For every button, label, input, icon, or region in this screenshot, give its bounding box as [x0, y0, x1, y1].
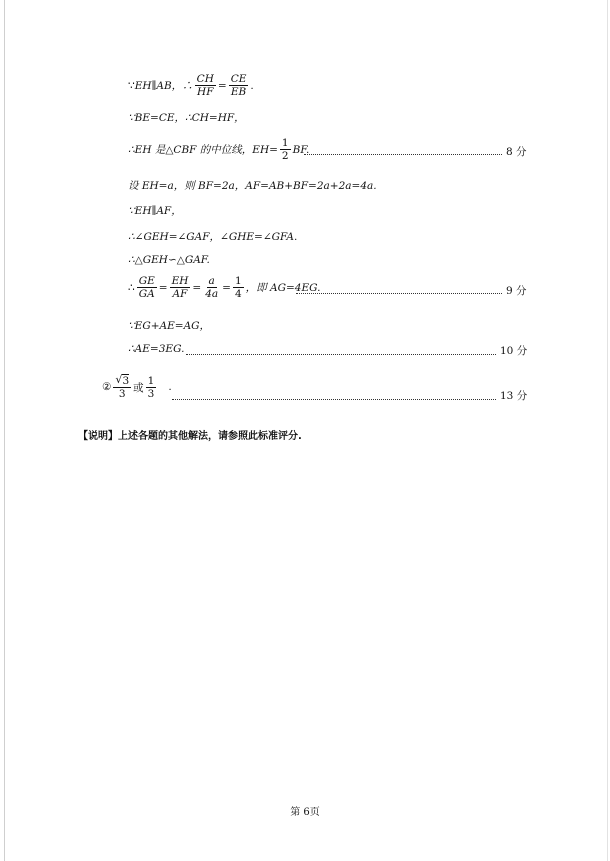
line-text-tail: BF.	[292, 143, 310, 156]
circled-number: ②	[102, 381, 112, 393]
page-edge-left	[4, 0, 5, 861]
fraction-denominator: 3	[147, 387, 155, 400]
fraction-denominator: 3	[118, 388, 126, 400]
proof-line-7	[128, 254, 210, 266]
dotted-leader	[304, 154, 502, 155]
sqrt-expression	[115, 374, 129, 387]
fraction-one-third	[146, 375, 157, 400]
answer-line-2	[102, 374, 172, 400]
dotted-leader	[296, 293, 502, 294]
fraction-denominator: 4a	[205, 288, 219, 300]
therefore-symbol: ∴	[128, 281, 135, 294]
proof-line-5	[128, 203, 182, 218]
line-text: ∴AE=3EG.	[128, 343, 185, 355]
radical-sign: √	[115, 373, 123, 386]
proof-line-9	[128, 318, 210, 333]
line-text: ∴∠GEH=∠GAF，∠GHE=∠GFA.	[128, 231, 298, 243]
line-text: ∴EH 是△CBF 的中位线，EH=	[128, 144, 278, 156]
score-label: 10 分	[500, 345, 528, 357]
score-label: 8 分	[506, 146, 527, 158]
line-text: ∵EH∥AF，	[128, 205, 182, 217]
proof-line-1	[128, 73, 254, 98]
proof-line-10	[128, 343, 184, 355]
fraction-ch-hf	[195, 73, 216, 98]
fraction-sqrt3-over-3	[113, 374, 131, 400]
fraction-numerator: 1	[234, 275, 242, 287]
fraction-numerator: CH	[196, 73, 214, 85]
fraction-numerator: CE	[230, 73, 247, 85]
dotted-leader	[186, 354, 496, 355]
line-text: ∵BE=CE，∴CH=HF，	[128, 112, 245, 124]
fraction-one-quarter	[233, 275, 244, 300]
page-number: 第 6页	[290, 807, 320, 818]
equals-sign: =	[222, 281, 231, 294]
or-word: 或	[133, 381, 144, 394]
proof-line-6	[128, 229, 297, 244]
period: .	[168, 381, 172, 393]
fraction-numerator: 1	[281, 137, 289, 149]
proof-line-4	[128, 178, 377, 193]
proof-line-3	[128, 137, 309, 162]
radicand: 3	[122, 375, 130, 387]
page-edge-right	[607, 0, 608, 861]
scoring-note: 【说明】上述各题的其他解法，请参照此标准评分.	[78, 431, 302, 442]
line-text: EH∥AB，∴	[134, 80, 193, 92]
fraction-numerator	[113, 374, 131, 388]
equals-sign: =	[158, 281, 168, 294]
score-label: 9 分	[506, 285, 527, 297]
line-text: 设 EH=a，则 BF=2a，AF=AB+BF=2a+2a=4a.	[128, 180, 377, 192]
fraction-denominator: 4	[234, 288, 242, 300]
fraction-numerator: GE	[138, 275, 155, 287]
equals-sign: =	[192, 281, 202, 294]
fraction-denominator: AF	[172, 288, 188, 300]
fraction-one-half	[280, 137, 291, 162]
fraction-denominator: EB	[230, 86, 247, 98]
fraction-a-4a	[203, 275, 220, 300]
period: .	[250, 79, 254, 92]
fraction-denominator: 2	[281, 150, 289, 162]
equals-sign: =	[217, 79, 227, 92]
fraction-denominator: GA	[138, 288, 155, 300]
fraction-numerator: EH	[171, 275, 189, 287]
proof-line-2	[128, 110, 245, 125]
dotted-leader	[172, 399, 496, 400]
score-label: 13 分	[500, 390, 528, 402]
fraction-numerator: a	[208, 275, 215, 287]
fraction-ce-eb	[229, 73, 249, 98]
proof-line-8	[128, 275, 320, 300]
because-symbol: ∵	[128, 79, 135, 92]
fraction-ge-ga	[137, 275, 157, 300]
fraction-denominator: HF	[197, 86, 214, 98]
fraction-eh-af	[170, 275, 191, 300]
line-text-tail: ，即 AG=4EG.	[245, 282, 321, 294]
line-text: ∵EG+AE=AG，	[128, 320, 211, 332]
line-text: ∴△GEH∽△GAF.	[128, 254, 210, 266]
fraction-numerator: 1	[147, 374, 155, 387]
